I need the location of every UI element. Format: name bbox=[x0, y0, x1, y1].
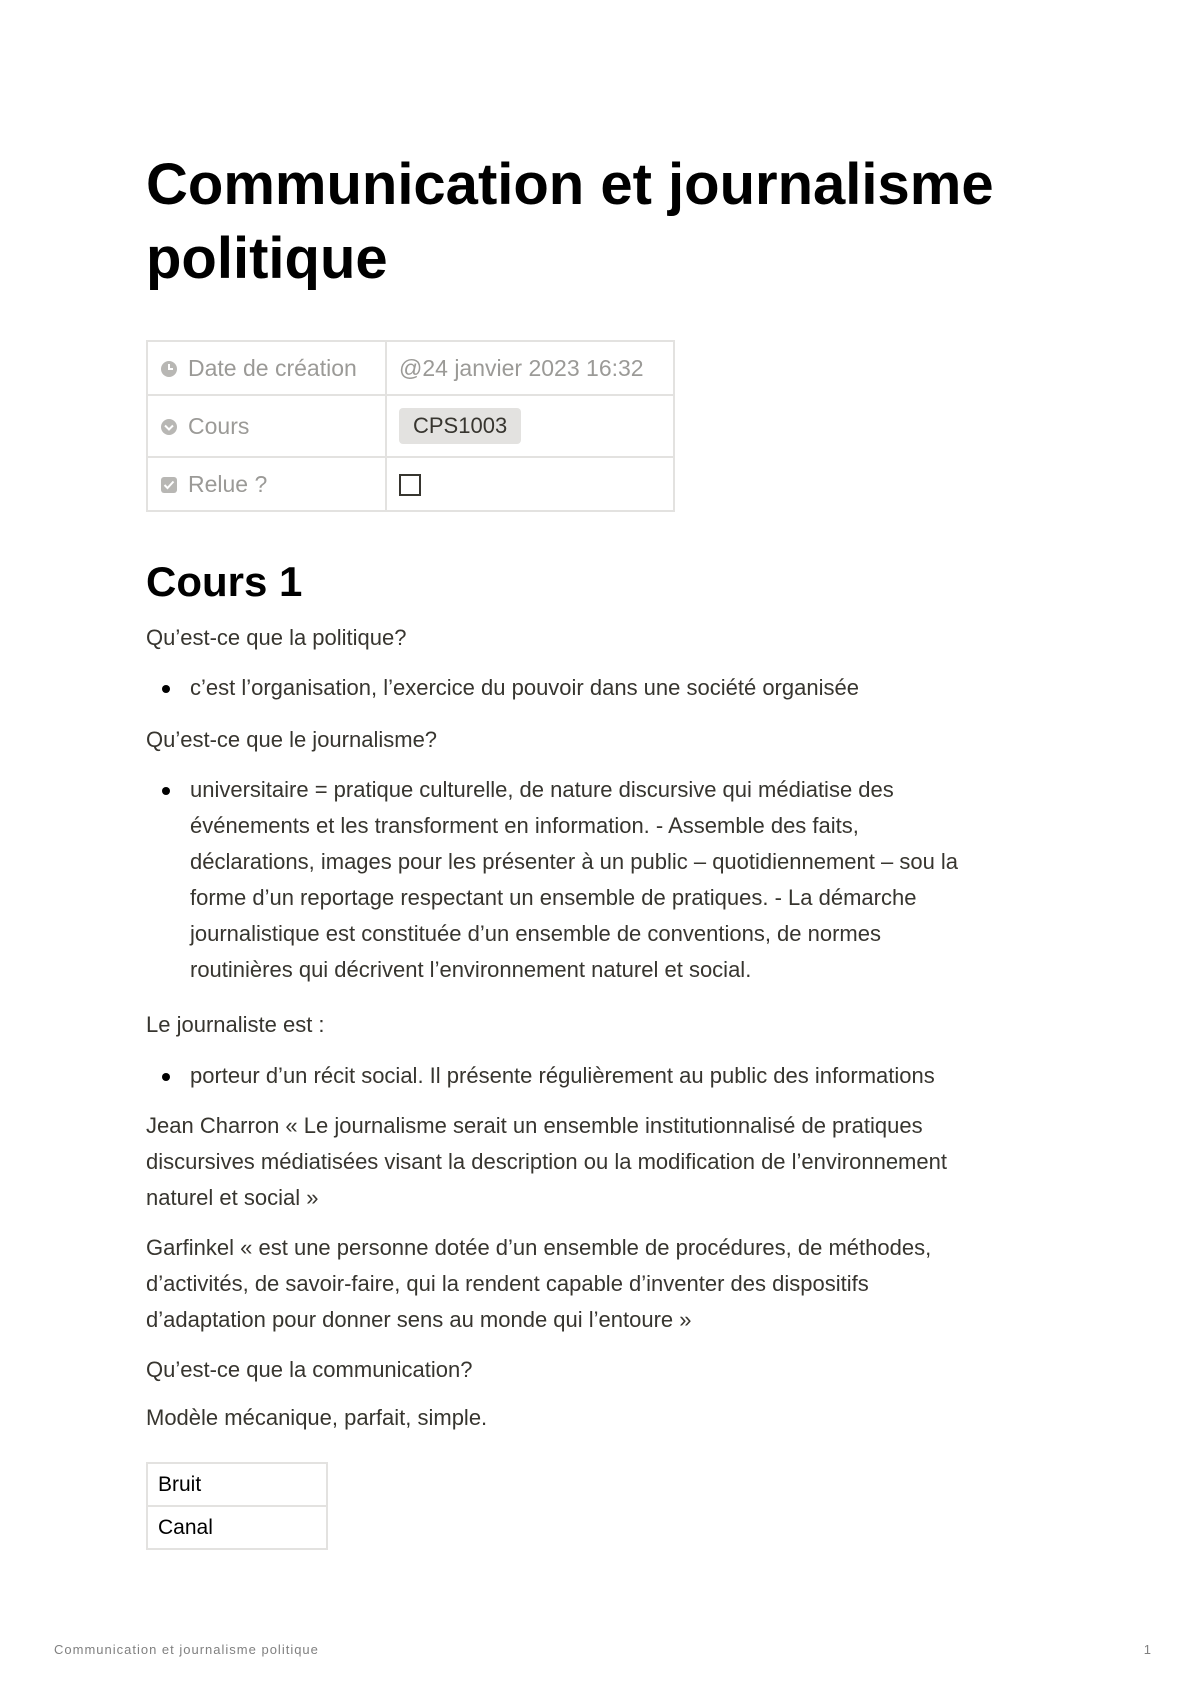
table-cell: Canal bbox=[147, 1506, 327, 1549]
bullet-icon bbox=[162, 685, 170, 693]
property-value-created[interactable]: @24 janvier 2023 16:32 bbox=[386, 341, 674, 395]
table-row bbox=[147, 1463, 327, 1506]
property-row-course bbox=[147, 395, 674, 457]
list-item: c’est l’organisation, l’exercice du pouvoir dans une société organisée bbox=[146, 670, 1046, 706]
question-communication: Qu’est-ce que la communication? bbox=[146, 1357, 473, 1382]
property-label-created: Date de création bbox=[188, 354, 357, 381]
list-item: porteur d’un récit social. Il présente régulièrement au public des informations bbox=[146, 1058, 1046, 1094]
garfinkel-quote: Garfinkel « est une personne dotée d’un ensemble de procédures, de méthodes, d’activités, de savoir-faire, qui la rendent capable d’inventer des dispositifs d’adaptation pour donner sens au monde qui l’entoure » bbox=[146, 1235, 932, 1332]
checkbox-property-icon bbox=[160, 476, 178, 494]
property-label-course: Cours bbox=[188, 412, 250, 439]
property-row-reviewed bbox=[147, 457, 674, 511]
question-politics: Qu’est-ce que la politique? bbox=[146, 625, 407, 650]
footer-page-number: 1 bbox=[1143, 1642, 1152, 1657]
model-description: Modèle mécanique, parfait, simple. bbox=[146, 1405, 488, 1430]
property-label-reviewed: Relue ? bbox=[188, 470, 268, 497]
page-title: Communication et journalisme politique bbox=[146, 152, 994, 291]
section-heading: Cours 1 bbox=[146, 558, 303, 605]
table-row bbox=[147, 1506, 327, 1549]
property-row-created bbox=[147, 341, 674, 395]
charron-quote: Jean Charron « Le journalisme serait un ensemble institutionnalisé de pratiques discursives médiatisées visant la description ou la modification de l’environnement naturel et social » bbox=[146, 1113, 947, 1210]
properties-table bbox=[146, 340, 675, 512]
course-tag[interactable]: CPS1003 bbox=[399, 408, 521, 444]
clock-icon bbox=[160, 360, 178, 378]
select-icon bbox=[160, 418, 178, 436]
bullet-icon bbox=[162, 787, 170, 795]
reviewed-checkbox[interactable] bbox=[399, 474, 421, 496]
bullet-icon bbox=[162, 1073, 170, 1081]
journalist-intro: Le journaliste est : bbox=[146, 1012, 325, 1037]
table-cell: Bruit bbox=[147, 1463, 327, 1506]
question-journalism: Qu’est-ce que le journalisme? bbox=[146, 727, 438, 752]
list-item: universitaire = pratique culturelle, de nature discursive qui médiatise des événements et les transforment en information. - Assemble des faits, déclarations, images pour les présenter à un public – quotidiennement – sou la forme d’un reportage respectant un ensemble de pratiques. - La démarche journalistique est constituée d’un ensemble de conventions, de normes routinières qui décrivent l’environnement naturel et social. bbox=[146, 772, 1046, 988]
simple-table bbox=[146, 1462, 328, 1550]
footer-title: Communication et journalisme politique bbox=[54, 1642, 319, 1657]
